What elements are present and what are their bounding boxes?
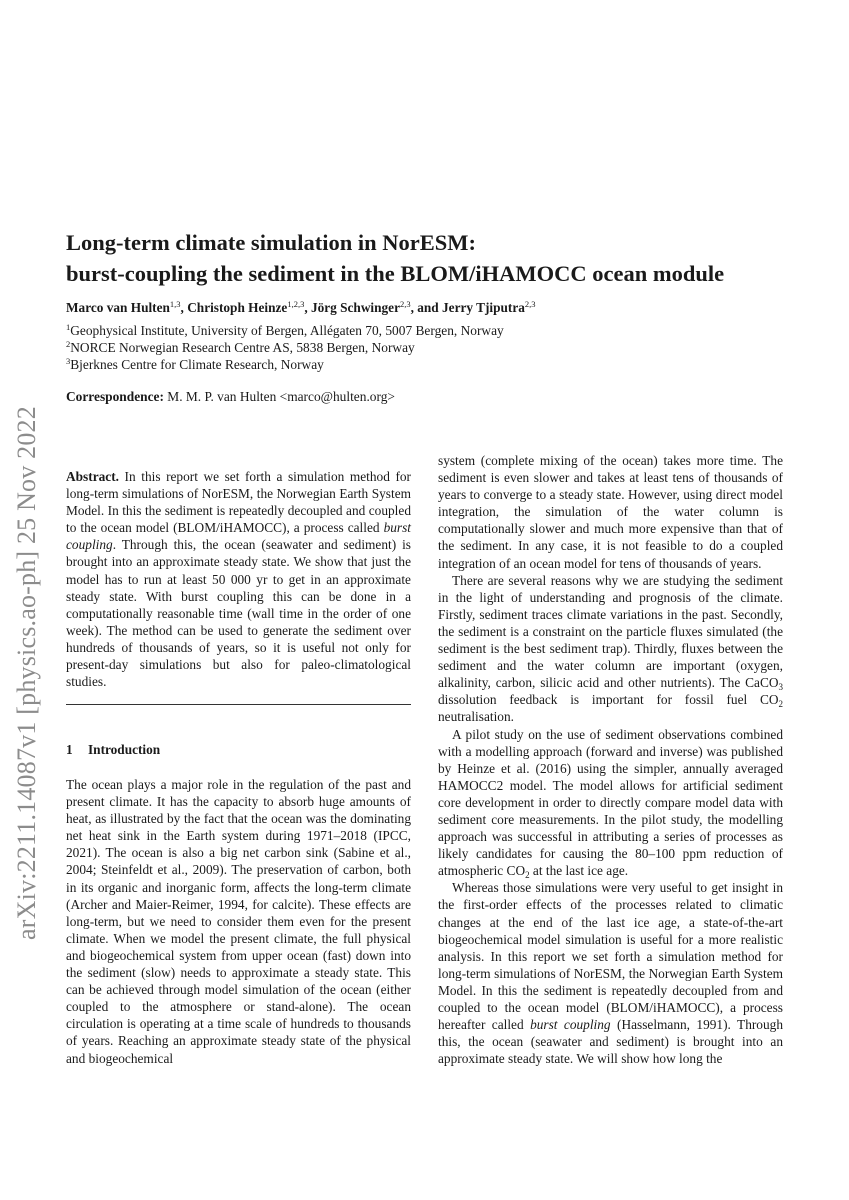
left-column-body	[66, 776, 411, 1067]
body-paragraph: system (complete mixing of the ocean) takes more time. The sediment is even slower and takes at least tens of thousands of years to converge to a steady state. However, using direct model integration, the simulation of the water column is computationally slower and much more expensive than that of the sediment. In any case, it is not feasible to do a coupled integration of an ocean model for tens of thousands of years.	[438, 453, 783, 571]
arxiv-identifier-stamp: arXiv:2211.14087v1 [physics.ao-ph] 25 Nov 2022	[12, 406, 41, 940]
author-separator: , and	[410, 300, 443, 315]
author-affiliation-marks: 2,3	[399, 299, 411, 309]
abstract-block	[66, 468, 411, 690]
author-separator: ,	[180, 300, 188, 315]
affiliation-text: NORCE Norwegian Research Centre AS, 5838 Bergen, Norway	[70, 340, 415, 355]
author-affiliation-marks: 1,3	[169, 299, 181, 309]
section-heading	[66, 741, 160, 759]
author-name: Jerry Tjiputra	[442, 300, 525, 315]
paragraph-text: at the last ice age.	[529, 863, 629, 879]
paragraph-text: (Hasselmann, 1991). Through this, the ocean (seawater and sediment) is brought into an approximate steady state. We will show how long the	[438, 1017, 783, 1067]
paragraph-text: dissolution feedback is important for fossil fuel CO	[438, 692, 779, 708]
body-paragraph	[438, 726, 783, 880]
chemical-subscript: 2	[778, 699, 783, 710]
paragraph-text: Whereas those simulations were very useful to get insight in the first-order effects of the processes related to climatic changes at the end of the last ice age, a state-of-the-art biogeochemical model simulation is useful for a more realistic analysis. In this report we set forth a simulation method for long-term simulations of NorESM, the Norwegian Earth System Model. In this the sediment is repeatedly decoupled from and coupled to the ocean model (BLOM/iHAMOCC), a process hereafter called	[438, 880, 783, 1033]
right-column-body	[438, 452, 783, 1067]
correspondence-label: Correspondence:	[66, 389, 164, 404]
author-separator: ,	[304, 300, 311, 315]
author-list	[66, 298, 806, 318]
author-affiliation-marks: 1,2,3	[287, 299, 305, 309]
body-paragraph	[438, 572, 783, 726]
chemical-subscript: 3	[778, 682, 783, 693]
chemical-subscript: 2	[525, 870, 530, 881]
author-affiliation-marks: 2,3	[524, 299, 536, 309]
affiliation-text: Geophysical Institute, University of Bergen, Allégaten 70, 5007 Bergen, Norway	[70, 323, 504, 338]
title-line-2: burst-coupling the sediment in the BLOM/iHAMOCC ocean module	[66, 261, 725, 286]
paper-title	[66, 227, 806, 289]
body-paragraph: The ocean plays a major role in the regulation of the past and present climate. It has the capacity to absorb huge amounts of heat, as illustrated by the fact that the ocean was the dominating net heat sink in the Earth system during 1971–2018 (IPCC, 2021). The ocean is also a big net carbon sink (Sabine et al., 2004; Steinfeldt et al., 2009). The preservation of carbon, both in its organic and inorganic form, affects the long-term climate (Archer and Maier-Reimer, 1994, for calcite). These effects are long-term, but we need to consider them even for the present climate. When we model the present climate, the full physical and biogeochemical system from upper ocean (fast) down into the sediment (slow) needs to approximate a steady state. This can be achieved through model simulation of the ocean (either coupled to the atmosphere or stand-alone). The ocean circulation is operating at a time scale of hundreds to thousands of years. Reaching an approximate steady state of the physical and biogeochemical	[66, 777, 411, 1066]
author-name: Marco van Hulten	[66, 300, 170, 315]
affiliation-list	[66, 322, 806, 373]
section-title: Introduction	[88, 742, 161, 757]
affiliation-number: 1	[66, 322, 71, 332]
affiliation-number: 2	[66, 339, 71, 349]
affiliation	[66, 322, 806, 339]
section-number: 1	[66, 742, 73, 757]
affiliation	[66, 356, 806, 373]
emphasized-term: burst coupling	[530, 1017, 611, 1033]
abstract-text: In this report we set forth a simulation method for long-term simulations of NorESM, the Norwegian Earth System Model. In this the sediment is repeatedly decoupled and coupled to the ocean model (BLOM/iHAMOCC), a process called	[66, 469, 411, 536]
paragraph-text: neutralisation.	[438, 709, 514, 725]
abstract-bottom-rule	[66, 704, 411, 705]
abstract-text: . Through this, the ocean (seawater and sediment) is brought into an approximate steady state. We show that just the model has to run at least 50 000 yr to get in an approximate steady state. With burst coupling this can be done in a computationally reasonable time (wall time in the order of one week). The method can be used to generate the sediment over hundreds of thousands of years, so it is useful not only for present-day simulations but also for paleo-climatological studies.	[66, 537, 411, 690]
abstract-label: Abstract.	[66, 469, 119, 484]
correspondence-contact: M. M. P. van Hulten <marco@hulten.org>	[163, 389, 395, 404]
affiliation-number: 3	[66, 356, 71, 366]
correspondence	[66, 388, 806, 405]
affiliation	[66, 339, 806, 356]
paragraph-text: There are several reasons why we are studying the sediment in the light of understanding and prognosis of the climate. Firstly, sediment traces climate variations in the past. Secondly, the sediment is a constraint on the particle fluxes simulated (the sediment is the best sediment trap). Thirdly, fluxes between the sediment and the water column are important (oxygen, alkalinity, carbon, silicic acid and other nutrients). The CaCO	[438, 572, 783, 691]
paragraph-text: A pilot study on the use of sediment observations combined with a modelling approach (forward and inverse) was published by Heinze et al. (2016) using the simpler, annually averaged HAMOCC2 model. The model allows for artificial sediment core development in order to directly compare model data with sediment core measurements. In the pilot study, the modelling approach was successful in attributing a series of processes as likely candidates for causing the 80–100 ppm reduction of atmospheric CO	[438, 726, 783, 879]
abstract-paragraph	[66, 468, 411, 690]
affiliation-text: Bjerknes Centre for Climate Research, Norway	[70, 357, 324, 372]
author-name: Jörg Schwinger	[310, 300, 400, 315]
author-name: Christoph Heinze	[187, 300, 288, 315]
abstract-emphasis: burst coupling	[66, 520, 411, 553]
title-line-1: Long-term climate simulation in NorESM:	[66, 230, 476, 255]
body-paragraph	[438, 879, 783, 1067]
